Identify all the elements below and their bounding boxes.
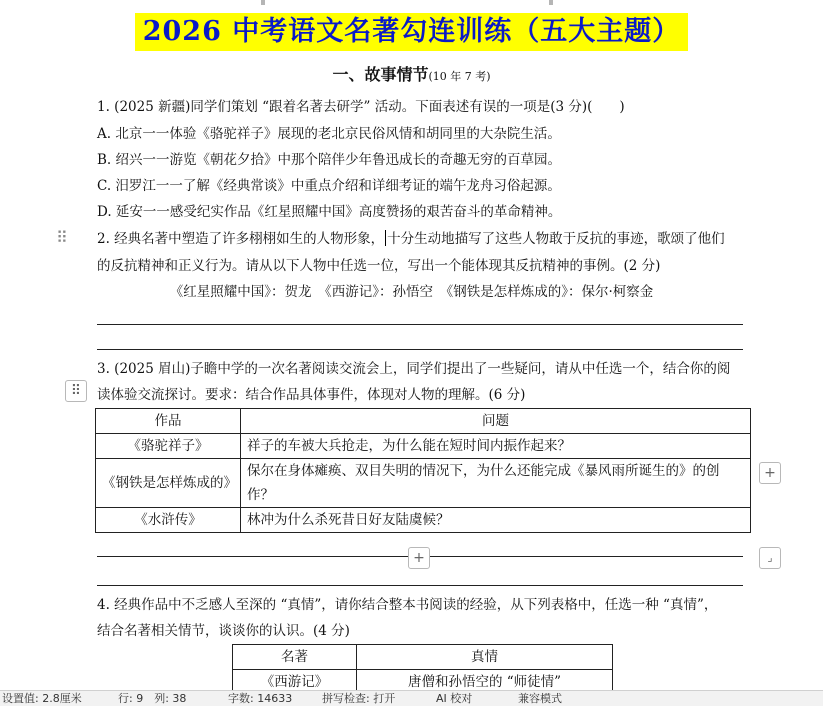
table-header-work: 作品 xyxy=(96,409,241,434)
table-header-question: 问题 xyxy=(241,409,751,434)
table-header-row xyxy=(96,409,751,434)
table-header-work: 名著 xyxy=(233,645,357,670)
section-heading xyxy=(0,64,823,88)
answer-line xyxy=(97,324,743,325)
page-title: 2026 中考语文名著勾连训练（五大主题） xyxy=(135,13,689,51)
table-cell-feeling: 唐僧和孙悟空的 “师徒情” xyxy=(357,670,613,691)
q4-line2: 结合名著相关情节，谈谈你的认识。(4 分) xyxy=(97,623,350,639)
table-row xyxy=(96,459,751,508)
table-row xyxy=(96,508,751,533)
table-row xyxy=(233,670,613,691)
table-move-handle-icon[interactable]: ⠿ xyxy=(65,380,87,402)
status-setting[interactable]: 设置值: 2.8厘米 xyxy=(2,692,82,705)
status-line-col[interactable]: 行: 9 列: 38 xyxy=(118,692,187,705)
table-cell-work: 《骆驼祥子》 xyxy=(96,434,241,459)
q4-table xyxy=(232,644,613,690)
q1-stem: 1. (2025 新疆)同学们策划 “跟着名著去研学” 活动。下面表述有误的一项是(3 分)( ) xyxy=(97,99,625,115)
ruler-marks xyxy=(0,0,823,6)
add-row-plus-icon[interactable]: + xyxy=(408,547,430,569)
answer-line xyxy=(97,585,743,586)
q4-line1: 4. 经典作品中不乏感人至深的 “真情”，请你结合整本书阅读的经验，从下列表格中，任选一种 “真情”， xyxy=(97,597,718,613)
q2-line1-part2: 十分生动地描写了这些人物敢于反抗的事迹，歌颂了他们 xyxy=(387,231,725,247)
q1-option-a: A. 北京一一体验《骆驼祥子》展现的老北京民俗风情和胡同里的大杂院生活。 xyxy=(97,126,561,142)
q2-line1-part1: 2. 经典名著中塑造了许多栩栩如生的人物形象， xyxy=(97,231,385,247)
table-cell-work: 《钢铁是怎样炼成的》 xyxy=(96,459,241,508)
status-word-count[interactable]: 字数: 14633 xyxy=(228,692,293,705)
table-row xyxy=(96,434,751,459)
q3-line1: 3. (2025 眉山)子瞻中学的一次名著阅读交流会上，同学们提出了一些疑问，请从中任选一个，结合你的阅 xyxy=(97,361,731,377)
status-spell-check[interactable]: 拼写检查: 打开 xyxy=(322,692,396,705)
q3-table xyxy=(95,408,751,533)
answer-line xyxy=(97,349,743,350)
q1-option-d: D. 延安一一感受纪实作品《红星照耀中国》高度赞扬的艰苦奋斗的革命精神。 xyxy=(97,204,562,220)
section-heading-text: 一、故事情节 xyxy=(332,65,429,84)
section-note: (10 年 7 考) xyxy=(428,70,491,83)
table-cell-question: 祥子的车被大兵抢走，为什么能在短时间内振作起来？ xyxy=(241,434,751,459)
q2-line2: 的反抗精神和正义行为。请从以下人物中任选一位，写出一个能体现其反抗精神的事例。(2 分) xyxy=(97,258,661,274)
status-ai-check[interactable]: AI 校对 xyxy=(436,692,473,705)
table-cell-work: 《西游记》 xyxy=(233,670,357,691)
q3-line2: 读体验交流探讨。要求：结合作品具体事件，体现对人物的理解。(6 分) xyxy=(97,387,526,403)
q2-characters: 《红星照耀中国》：贺龙 《西游记》：孙悟空 《钢铁是怎样炼成的》：保尔·柯察金 xyxy=(169,284,654,300)
table-cell-question: 林冲为什么杀死昔日好友陆虞候？ xyxy=(241,508,751,533)
q2-line1 xyxy=(97,228,725,250)
expand-corner-icon[interactable]: ⌟ xyxy=(759,547,781,569)
table-cell-question: 保尔在身体瘫痪、双目失明的情况下，为什么还能完成《暴风雨所诞生的》的创作？ xyxy=(241,459,751,508)
q1-option-c: C. 汨罗江一一了解《经典常谈》中重点介绍和详细考证的端午龙舟习俗起源。 xyxy=(97,178,561,194)
table-cell-work: 《水浒传》 xyxy=(96,508,241,533)
table-header-feeling: 真情 xyxy=(357,645,613,670)
add-column-plus-icon[interactable]: + xyxy=(759,462,781,484)
q1-option-b: B. 绍兴一一游览《朝花夕拾》中那个陪伴少年鲁迅成长的奇趣无穷的百草园。 xyxy=(97,152,562,168)
drag-handle-icon[interactable]: ⠿ xyxy=(56,228,68,247)
table-header-row xyxy=(233,645,613,670)
title-bar xyxy=(0,13,823,51)
status-compat-mode: 兼容模式 xyxy=(518,692,562,705)
status-bar xyxy=(0,690,823,706)
